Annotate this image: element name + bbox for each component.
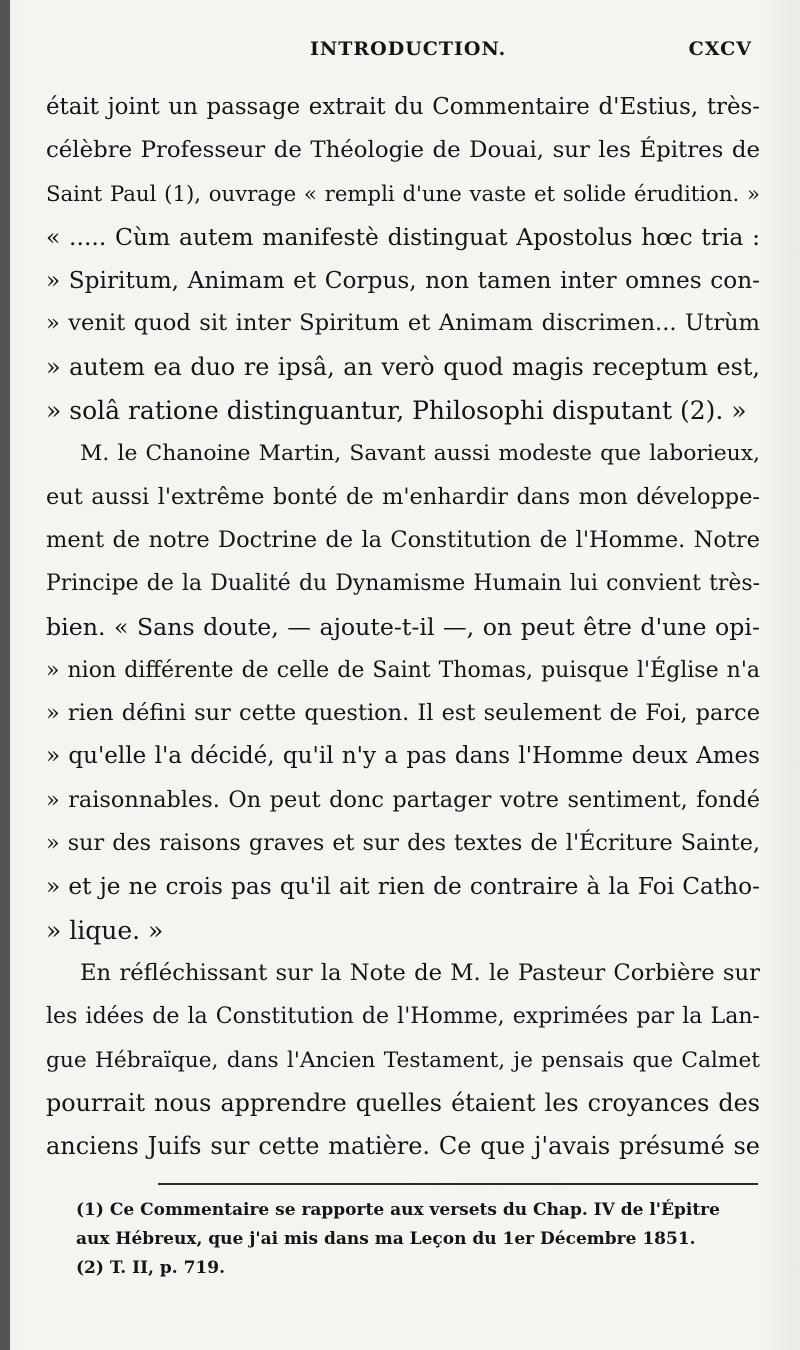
body-text (46, 86, 760, 1168)
text-line: » raisonnables. On peut donc partager votre sentiment, fondé (46, 786, 760, 813)
text-line: anciens Juifs sur cette matière. Ce que j'avais présumé se (46, 1132, 760, 1161)
text-line: ment de notre Doctrine de la Constitution de l'Homme. Notre (46, 526, 760, 553)
text-line: » sur des raisons graves et sur des textes de l'Écriture Sainte, (46, 830, 760, 857)
running-title: INTRODUCTION. (310, 38, 507, 60)
footnote-separator (158, 1183, 758, 1185)
text-line: bien. « Sans doute, — ajoute-t-il —, on peut être d'une opi- (46, 612, 760, 641)
footnote-line: (1) Ce Commentaire se rapporte aux versets du Chap. IV de l'Épitre (76, 1200, 720, 1220)
text-line: eut aussi l'extrême bonté de m'enhardir dans mon développe- (46, 483, 760, 510)
text-line: » venit quod sit inter Spiritum et Animam discrimen... Utrùm (46, 310, 760, 337)
text-line: » solâ ratione distinguantur, Philosophi disputant (2). » (46, 396, 747, 426)
text-line: M. le Chanoine Martin, Savant aussi modeste que laborieux, (80, 441, 760, 467)
text-line: célèbre Professeur de Théologie de Douai, sur les Épitres de (46, 137, 760, 164)
text-line: » autem ea duo re ipsâ, an verò quod magis receptum est, (46, 352, 760, 381)
text-line: » et je ne crois pas qu'il ait rien de contraire à la Foi Catho- (46, 873, 760, 901)
footnotes (76, 1196, 760, 1283)
text-line: » rien défini sur cette question. Il est seulement de Foi, parce (46, 700, 760, 727)
text-line: était joint un passage extrait du Commentaire d'Estius, très- (46, 94, 760, 120)
text-line: Saint Paul (1), ouvrage « rempli d'une vaste et solide érudition. » (46, 181, 760, 207)
running-header (310, 38, 752, 68)
text-line: » qu'elle l'a décidé, qu'il n'y a pas dans l'Homme deux Ames (46, 743, 760, 770)
text-line: pourrait nous apprendre quelles étaient les croyances des (46, 1088, 760, 1117)
page-number: CXCV (688, 38, 752, 60)
text-line: « ..... Cùm autem manifestè distinguat Apostolus hœc tria : (46, 222, 760, 251)
text-line: gue Hébraïque, dans l'Ancien Testament, je pensais que Calmet (46, 1047, 760, 1073)
text-line: Principe de la Dualité du Dynamisme Humain lui convient très- (46, 571, 760, 597)
footnote-line: aux Hébreux, que j'ai mis dans ma Leçon du 1er Décembre 1851. (76, 1229, 696, 1249)
text-line: » nion différente de celle de Saint Thomas, puisque l'Église n'a (46, 657, 760, 683)
text-line: les idées de la Constitution de l'Homme, exprimées par la Lan- (46, 1004, 760, 1030)
footnote-line: (2) T. II, p. 719. (76, 1258, 225, 1278)
text-line: En réfléchissant sur la Note de M. le Pasteur Corbière sur (80, 959, 760, 986)
text-line: » Spiritum, Animam et Corpus, non tamen inter omnes con- (46, 267, 760, 295)
page-gutter-shadow (0, 0, 10, 1350)
text-line: » lique. » (46, 915, 164, 945)
